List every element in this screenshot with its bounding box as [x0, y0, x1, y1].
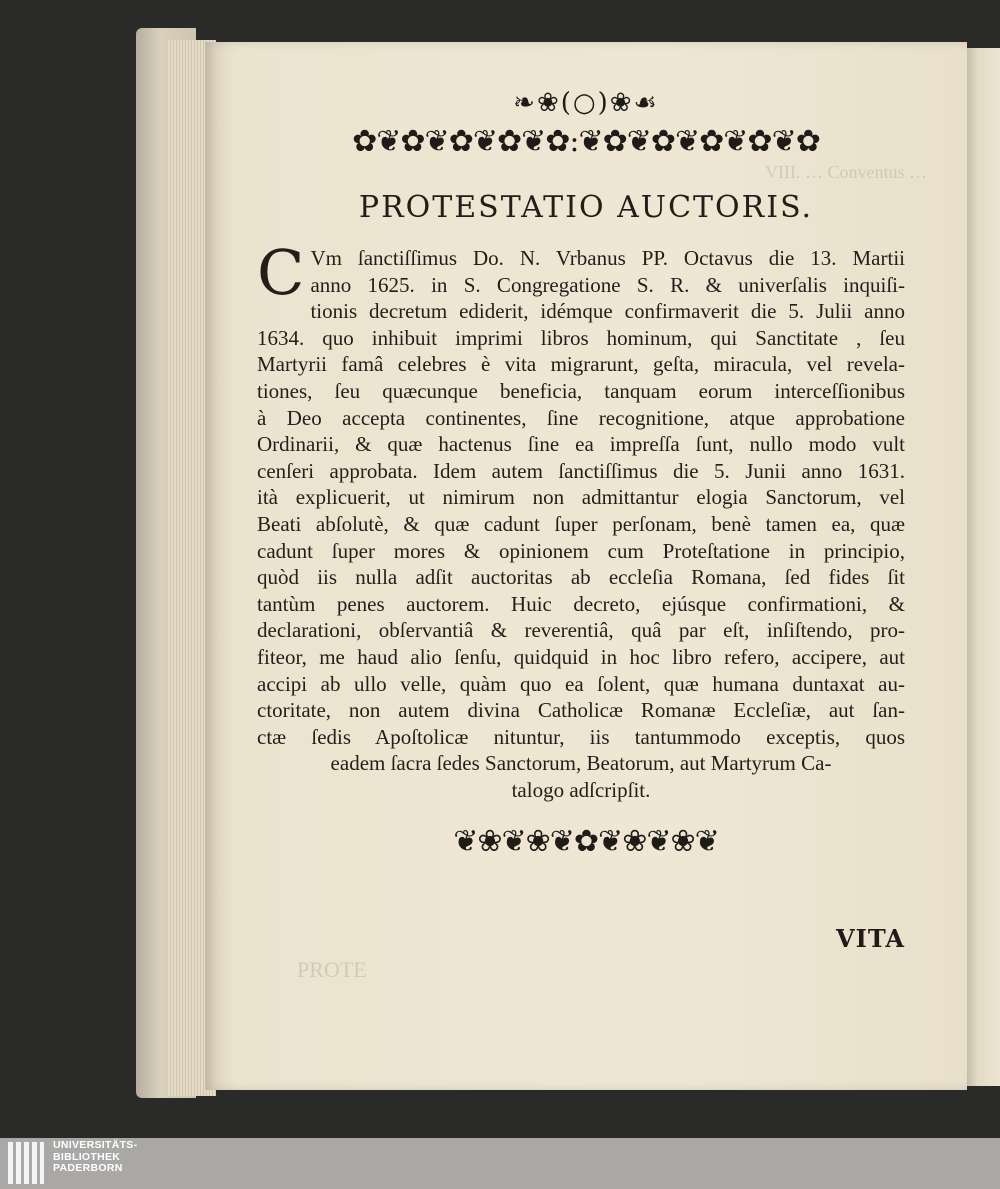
catchword: VITA [835, 924, 905, 953]
show-through-text: VIII. … Conventus … [765, 162, 927, 182]
show-through-heading: PROTE [297, 957, 367, 982]
text-line: talogo adſcripſit. [511, 777, 651, 802]
facing-page-edge [962, 48, 1000, 1086]
text-line: Vm ſanctiſſimus Do. N. Vrbanus PP. Octavus die 13. Martii [310, 246, 905, 270]
text-line: Ordinarii, & quæ hactenus ſine ea impreſſa ſunt, nullo modo vult [257, 432, 905, 457]
text-line: fiteor, me haud alio ſenſu, quidquid in hoc libro refero, accipere, aut [257, 644, 905, 669]
tailpiece-ornament: ❦❀❦❀❦✿❦❀❦❀❦ [453, 824, 719, 859]
text-line: à Deo accepta continentes, ſine recognitione, atque approbatione [257, 405, 905, 430]
text-line: cadunt ſuper mores & opinionem cum Proteſtatione in principio, [257, 538, 905, 563]
drop-cap: C [257, 236, 305, 309]
text-line: anno 1625. in S. Congregatione S. R. & univerſalis inquiſi- [310, 272, 905, 297]
logo-line-3: PADERBORN [53, 1162, 123, 1174]
logo-line-1: UNIVERSITÄTS- [53, 1139, 138, 1151]
text-line: ctæ ſedis Apoſtolicæ nituntur, iis tantummodo exceptis, quos [257, 724, 905, 749]
library-footer-bar [0, 1138, 1000, 1189]
headpiece-ornament-band: ✿❦✿❦✿❦✿❦✿:❦✿❦✿❦✿❦✿❦✿ [352, 124, 820, 159]
headpiece-ornament-top: ❧❀(○)❀☙ [513, 88, 659, 118]
text-line: accipi ab ullo velle, quàm quo ea ſolent, quæ humana duntaxat au- [257, 671, 905, 696]
page-title: PROTESTATIO AUCTORIS. [358, 190, 814, 225]
text-line: declarationi, obſervantiâ & reverentiâ, quâ par eſt, inſiſtendo, pro- [257, 618, 905, 643]
logo-line-2: BIBLIOTHEK [53, 1150, 121, 1163]
text-line: Martyrii famâ celebres è vita migrarunt, geſta, miracula, vel revela- [257, 352, 905, 377]
library-logo-text [53, 1140, 137, 1175]
text-line: quòd iis nulla adſit auctoritas ab eccleſia Romana, ſed fides ſit [257, 565, 905, 590]
text-line: eadem ſacra ſedes Sanctorum, Beatorum, aut Martyrum Ca- [330, 751, 832, 776]
text-line: tantùm penes auctorem. Huic decreto, ejúsque confirmationi, & [257, 591, 905, 616]
text-line: Beati abſolutè, & quæ cadunt ſuper perſonam, benè tamen ea, quæ [257, 511, 905, 536]
text-line: ctoritate, non autem divina Catholicæ Romanæ Eccleſiæ, aut ſan- [257, 698, 905, 723]
text-line: ità explicuerit, ut nimirum non admittantur elogia Sanctorum, vel [257, 485, 905, 510]
text-line: tiones, ſeu quæcunque beneficia, tanquam eorum interceſſionibus [257, 378, 905, 403]
library-logo-icon [8, 1142, 46, 1184]
body-text [257, 236, 905, 803]
text-line: cenſeri approbata. Idem autem ſanctiſſimus die 5. Junii anno 1631. [257, 458, 905, 483]
text-line: tionis decretum ediderit, idémque confirmaverit die 5. Julii anno [310, 299, 905, 324]
book-page [205, 42, 967, 1090]
text-line: 1634. quo inhibuit imprimi libros hominum, qui Sanctitate , ſeu [257, 325, 905, 350]
